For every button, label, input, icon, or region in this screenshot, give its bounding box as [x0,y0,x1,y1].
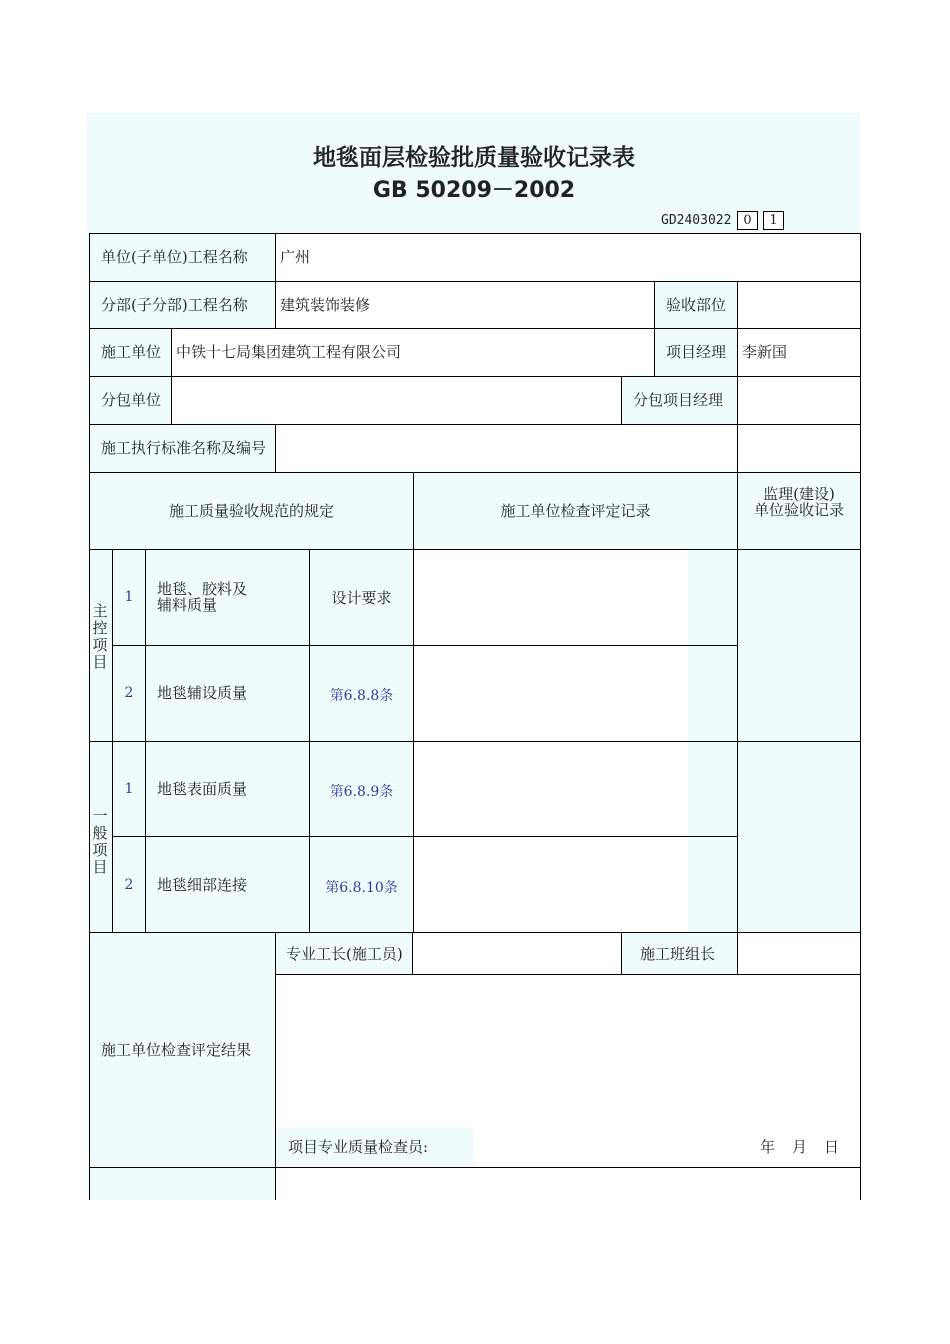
main-group-label: 主控项目 [92,602,108,671]
column-supervisor-header-line1: 监理(建设) [763,485,835,503]
date-year: 年 [760,1138,776,1156]
column-spec-header: 施工质量验收规范的规定 [168,502,334,520]
main-item-1-name-line2: 辅料质量 [157,596,218,614]
contractor-value[interactable]: 中铁十七局集团建筑工程有限公司 [176,343,402,361]
project-manager-label: 项目经理 [666,343,727,361]
division-label: 分部(子分部)工程名称 [101,296,248,314]
form-code: GD2403022 [661,213,732,228]
foreman-label: 专业工长(施工员) [286,945,403,963]
result-content-cell[interactable] [276,975,860,1125]
project-manager-value[interactable]: 李新国 [742,343,788,361]
main-item-1-no: 1 [124,589,134,605]
main-item-1-clause: 设计要求 [331,589,392,607]
general-item-1-clause: 第6.8.9条 [329,784,394,800]
general-item-2-clause: 第6.8.10条 [325,880,398,896]
bottom-label-bg [90,1168,275,1200]
standard-number: GB 50209－2002 [372,178,576,203]
main-item-2-clause: 第6.8.8条 [329,688,394,704]
general-item-2-name: 地毯细部连接 [157,876,248,894]
unit-project-label: 单位(子单位)工程名称 [101,248,248,266]
main-item-1-record-cell[interactable] [414,550,687,645]
general-item-2-record-cell[interactable] [414,837,687,932]
team-leader-value-cell[interactable] [738,933,860,974]
acceptance-part-label: 验收部位 [666,296,727,314]
contractor-label: 施工单位 [101,343,162,361]
sub-pm-label: 分包项目经理 [633,391,724,409]
main-item-2-record-cell[interactable] [414,646,687,741]
date-day: 日 [824,1138,840,1156]
main-item-1-name-line1: 地毯、胶料及 [157,580,248,598]
form-code-box-2[interactable]: 1 [763,211,784,230]
general-item-1-name: 地毯表面质量 [157,780,248,798]
supervisor-record-cell[interactable] [738,550,860,932]
main-item-2-name: 地毯辅设质量 [157,684,248,702]
column-contractor-record-header: 施工单位检查评定记录 [500,502,651,520]
foreman-value-cell[interactable] [413,933,621,974]
general-item-2-no: 2 [124,877,134,893]
standard-label: 施工执行标准名称及编号 [101,439,267,457]
column-supervisor-header-line2: 单位验收记录 [753,501,844,519]
form-code-box-1[interactable]: 0 [737,211,758,230]
general-group-label: 一般项目 [92,807,108,876]
date-month: 月 [792,1138,808,1156]
result-label: 施工单位检查评定结果 [101,1041,252,1059]
inspector-label: 项目专业质量检查员: [288,1138,429,1156]
main-item-2-no: 2 [124,685,134,701]
subcontractor-label: 分包单位 [101,391,162,409]
division-value[interactable]: 建筑装饰装修 [280,296,371,314]
team-leader-label: 施工班组长 [640,945,716,963]
page-title: 地毯面层检验批质量验收记录表 [313,145,635,171]
general-item-1-record-cell[interactable] [414,742,687,836]
general-item-1-no: 1 [124,781,134,797]
unit-project-value[interactable]: 广州 [280,248,311,266]
